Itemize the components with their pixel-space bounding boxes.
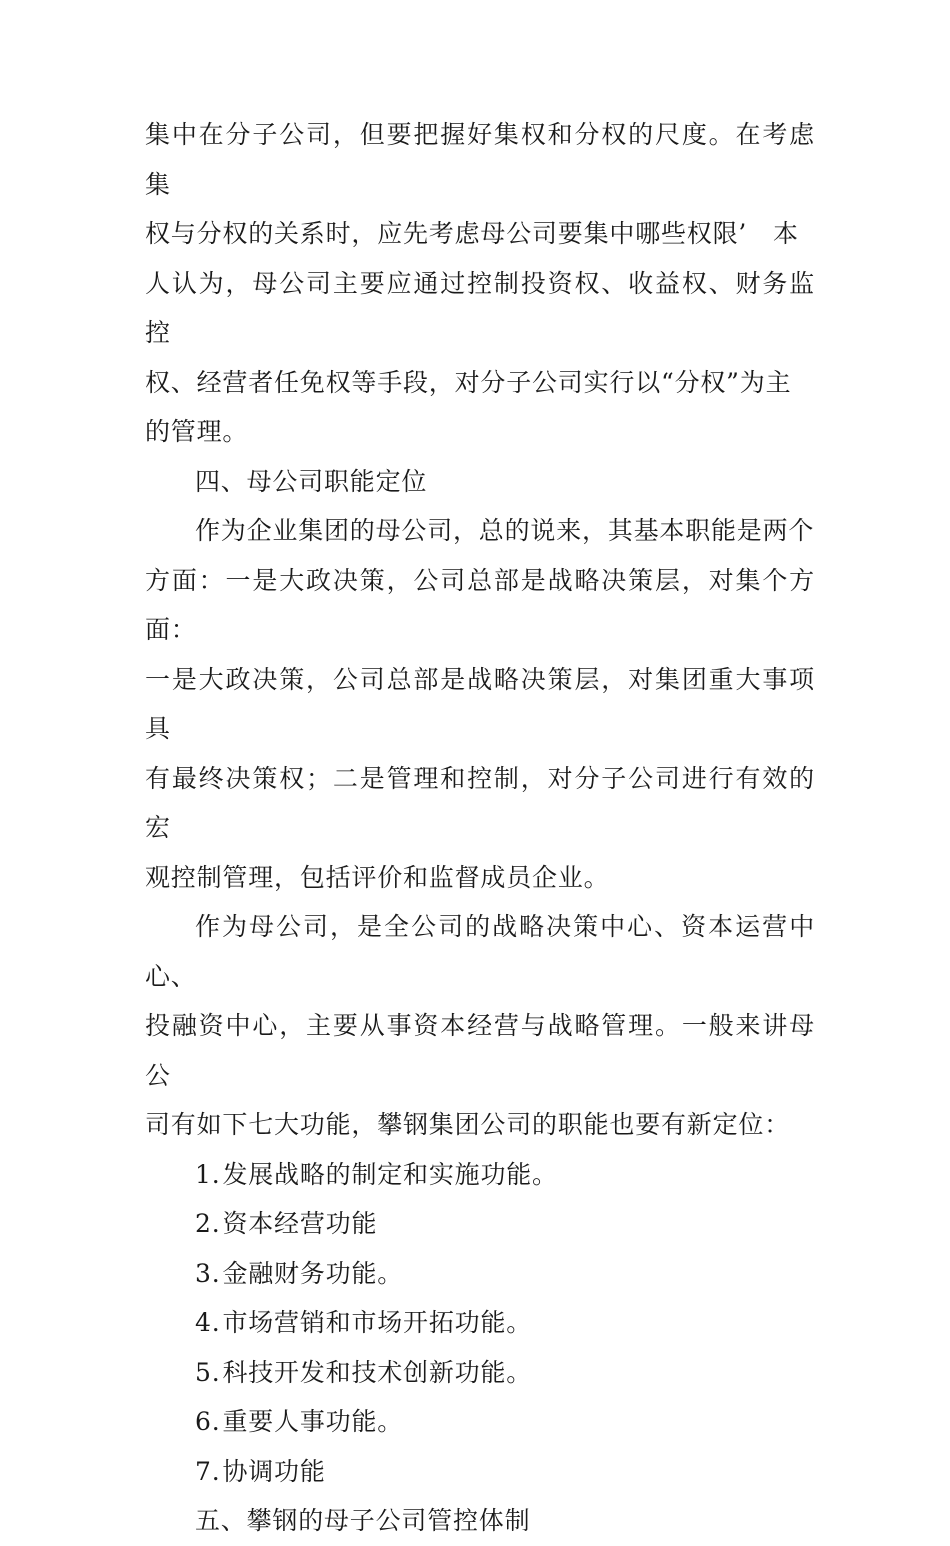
text-line: 作为母公司，是全公司的战略决策中心、资本运营中心、	[145, 912, 815, 991]
text-line: 观控制管理，包括评价和监督成员企业。	[145, 862, 610, 892]
heading-text: 五、攀钢的母子公司管控体制	[195, 1506, 531, 1535]
text-line: 集中在分子公司，但要把握好集权和分权的尺度。在考虑集	[145, 120, 815, 199]
heading-text: 四、母公司职能定位	[195, 466, 428, 496]
text-line: 司有如下七大功能，攀钢集团公司的职能也要有新定位：	[145, 1110, 791, 1139]
list-item: 5.科技开发和技术创新功能。	[195, 1357, 533, 1387]
list-item: 7.协调功能	[195, 1456, 326, 1486]
section-heading-4	[145, 457, 815, 507]
list-item: 1.发展战略的制定和实施功能。	[195, 1159, 558, 1189]
text-line: 权、经营者任免权等手段，对分子公司实行以“分权”为主	[145, 367, 792, 397]
list-item: 4.市场营销和市场开拓功能。	[195, 1308, 533, 1337]
text-line: 权与分权的关系时，应先考虑母公司要集中哪些权限’ 本	[145, 219, 799, 248]
list-item: 6.重要人事功能。	[195, 1407, 404, 1436]
document-page	[145, 110, 815, 1546]
list-item: 3.金融财务功能。	[195, 1258, 404, 1288]
section-heading-5	[145, 1496, 815, 1546]
text-line: 人认为，母公司主要应通过控制投资权、收益权、财务监控	[145, 268, 815, 347]
paragraph-basic-functions	[145, 506, 815, 902]
text-line: 一是大政决策，公司总部是战略决策层，对集团重大事项具	[145, 664, 815, 743]
text-line: 作为企业集团的母公司，总的说来，其基本职能是两个	[195, 516, 815, 545]
text-line: 的管理。	[145, 417, 249, 446]
text-line: 投融资中心，主要从事资本经营与战略管理。一般来讲母公	[145, 1011, 815, 1090]
text-line: 有最终决策权；二是管理和控制，对分子公司进行有效的宏	[145, 763, 815, 842]
paragraph-parent-role	[145, 902, 815, 1150]
functions-list	[145, 1150, 815, 1497]
list-item: 2.资本经营功能	[195, 1209, 378, 1238]
text-line: 方面：一是大政决策，公司总部是战略决策层，对集个方面：	[145, 565, 815, 644]
paragraph-decentralization	[145, 110, 815, 457]
